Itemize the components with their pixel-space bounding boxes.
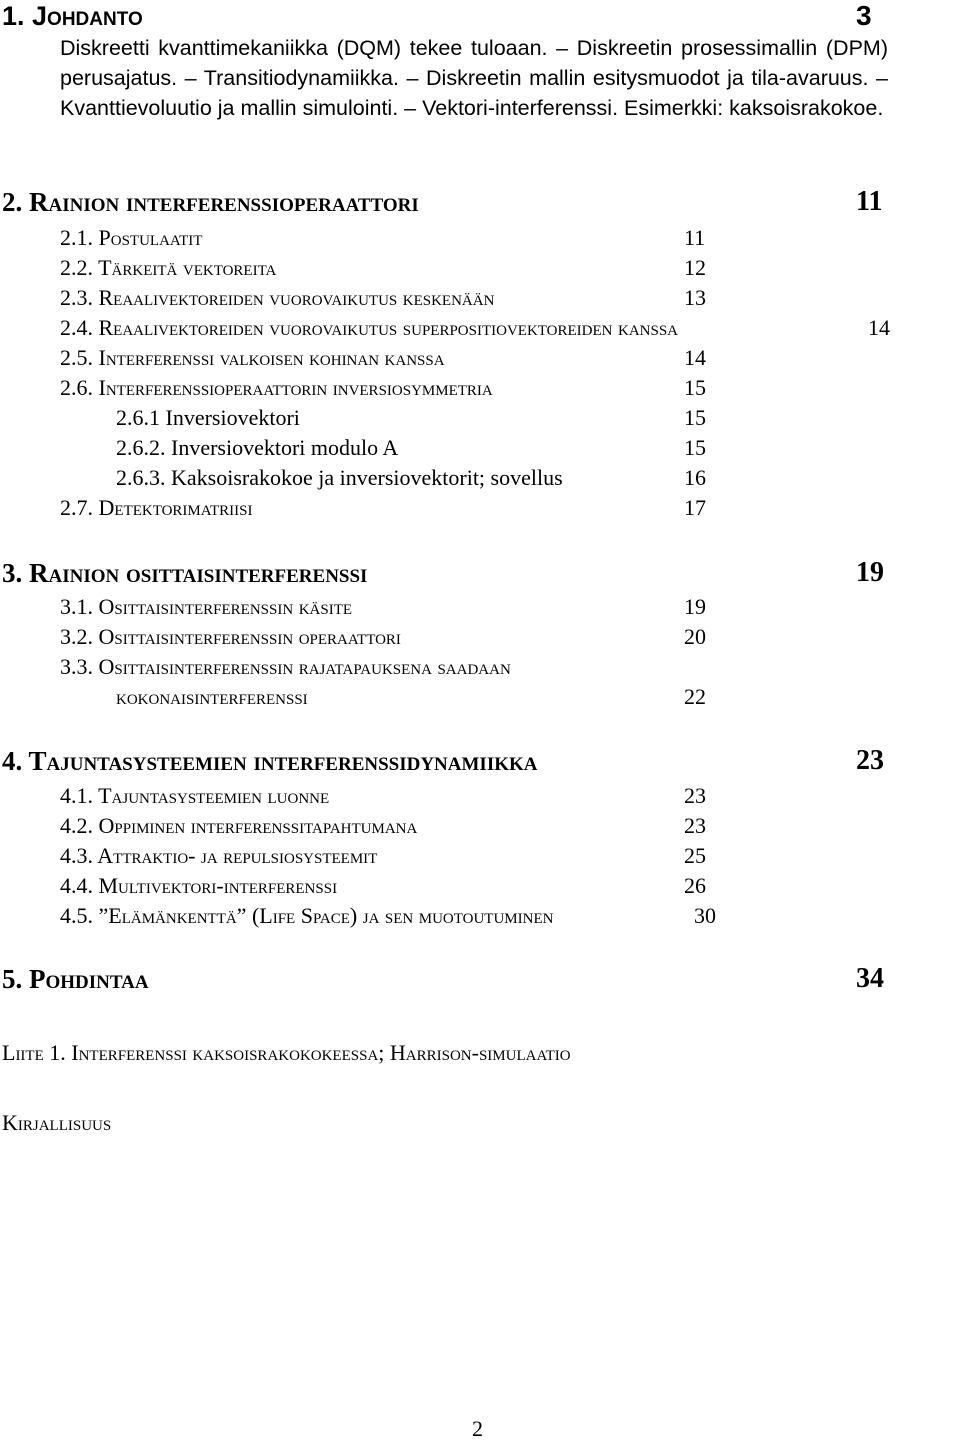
chapter-2-page: 11 (856, 186, 883, 217)
toc-entry-4-4: 4.4. Multivektori-interferenssi (60, 873, 338, 898)
chapter-1-intro: Diskreetti kvanttimekaniikka (DQM) tekee tuloaan. – Diskreetin prosessimallin (DPM) perusajatus. – Transitiodynamiikka. – Diskreetin mallin esitysmuodot ja tila-avaruus. – Kvanttievoluutio ja mallin simulointi. – Vektori-interferenssi. Esimerkki: kaksoisrakokoe. (60, 36, 888, 120)
toc-entry-2-2: 2.2. Tärkeitä vektoreita (60, 255, 277, 280)
toc-entry-4-5: 4.5. ”Elämänkenttä” (Life Space) ja sen muotoutuminen (60, 903, 554, 928)
toc-entry-4-2: 4.2. Oppiminen interferenssitapahtumana (60, 813, 418, 838)
chapter-3-page: 19 (856, 557, 884, 588)
toc-page-3-3: 22 (684, 684, 706, 709)
chapter-1-title: 1. Johdanto (2, 1, 143, 31)
toc-entry-3-3: 3.3. Osittaisinterferenssin rajatapauksena saadaan (60, 654, 511, 679)
toc-page-2-6: 15 (684, 375, 706, 400)
toc-entry-2-4: 2.4. Reaalivektoreiden vuorovaikutus superpositiovektoreiden kanssa (60, 315, 679, 340)
toc-entry-4-3: 4.3. Attraktio- ja repulsiosysteemit (60, 843, 378, 868)
toc-entry-2-7: 2.7. Detektorimatriisi (60, 495, 253, 520)
toc-page-2-6-3: 16 (684, 465, 706, 490)
toc-page-4-1: 23 (684, 783, 706, 808)
chapter-1-page: 3 (856, 0, 872, 31)
toc-entry-3-1: 3.1. Osittaisinterferenssin käsite (60, 594, 353, 619)
toc-entry-4-1: 4.1. Tajuntasysteemien luonne (60, 783, 330, 808)
toc-page-4-2: 23 (684, 813, 706, 838)
chapter-4-page: 23 (856, 745, 884, 776)
toc-page-3-2: 20 (684, 624, 706, 649)
chapter-2-title: 2. Rainion interferenssioperaattori (2, 187, 419, 217)
toc-page-2-1: 11 (684, 225, 706, 250)
toc-entry-2-1: 2.1. Postulaatit (60, 225, 203, 250)
toc-entry-2-5: 2.5. Interferenssi valkoisen kohinan kanssa (60, 345, 445, 370)
chapter-3-title: 3. Rainion osittaisinterferenssi (2, 558, 368, 588)
appendix-entry: Liite 1. Interferenssi kaksoisrakokokeessa; Harrison-simulaatio (2, 1040, 571, 1065)
chapter-5-page: 34 (856, 963, 884, 994)
toc-page-2-4: 14 (868, 315, 890, 340)
toc-entry-2-6: 2.6. Interferenssioperaattorin inversiosymmetria (60, 375, 493, 400)
toc-entry-3-2: 3.2. Osittaisinterferenssin operaattori (60, 624, 401, 649)
toc-page-2-7: 17 (684, 495, 706, 520)
toc-page-3-1: 19 (684, 594, 706, 619)
toc-page-2-6-1: 15 (684, 405, 706, 430)
references-entry: Kirjallisuus (2, 1110, 112, 1135)
page-number: 2 (472, 1416, 483, 1441)
toc-page-4-3: 25 (684, 843, 706, 868)
toc-page-4-5: 30 (694, 903, 716, 928)
chapter-4-title: 4. Tajuntasysteemien interferenssidynamiikka (2, 746, 538, 776)
toc-entry-2-3: 2.3. Reaalivektoreiden vuorovaikutus keskenään (60, 285, 495, 310)
toc-entry-2-6-2: 2.6.2. Inversiovektori modulo A (116, 435, 399, 460)
toc-entry-2-6-3: 2.6.3. Kaksoisrakokoe ja inversiovektorit; sovellus (116, 465, 563, 490)
toc-page-4-4: 26 (684, 873, 706, 898)
toc-entry-2-6-1: 2.6.1 Inversiovektori (116, 405, 300, 430)
chapter-5-title: 5. Pohdintaa (2, 964, 149, 994)
toc-entry-3-3-cont: kokonaisinterferenssi (116, 684, 308, 709)
toc-page-2-2: 12 (684, 255, 706, 280)
toc-page-2-6-2: 15 (684, 435, 706, 460)
toc-page-2-3: 13 (684, 285, 706, 310)
toc-page-2-5: 14 (684, 345, 706, 370)
